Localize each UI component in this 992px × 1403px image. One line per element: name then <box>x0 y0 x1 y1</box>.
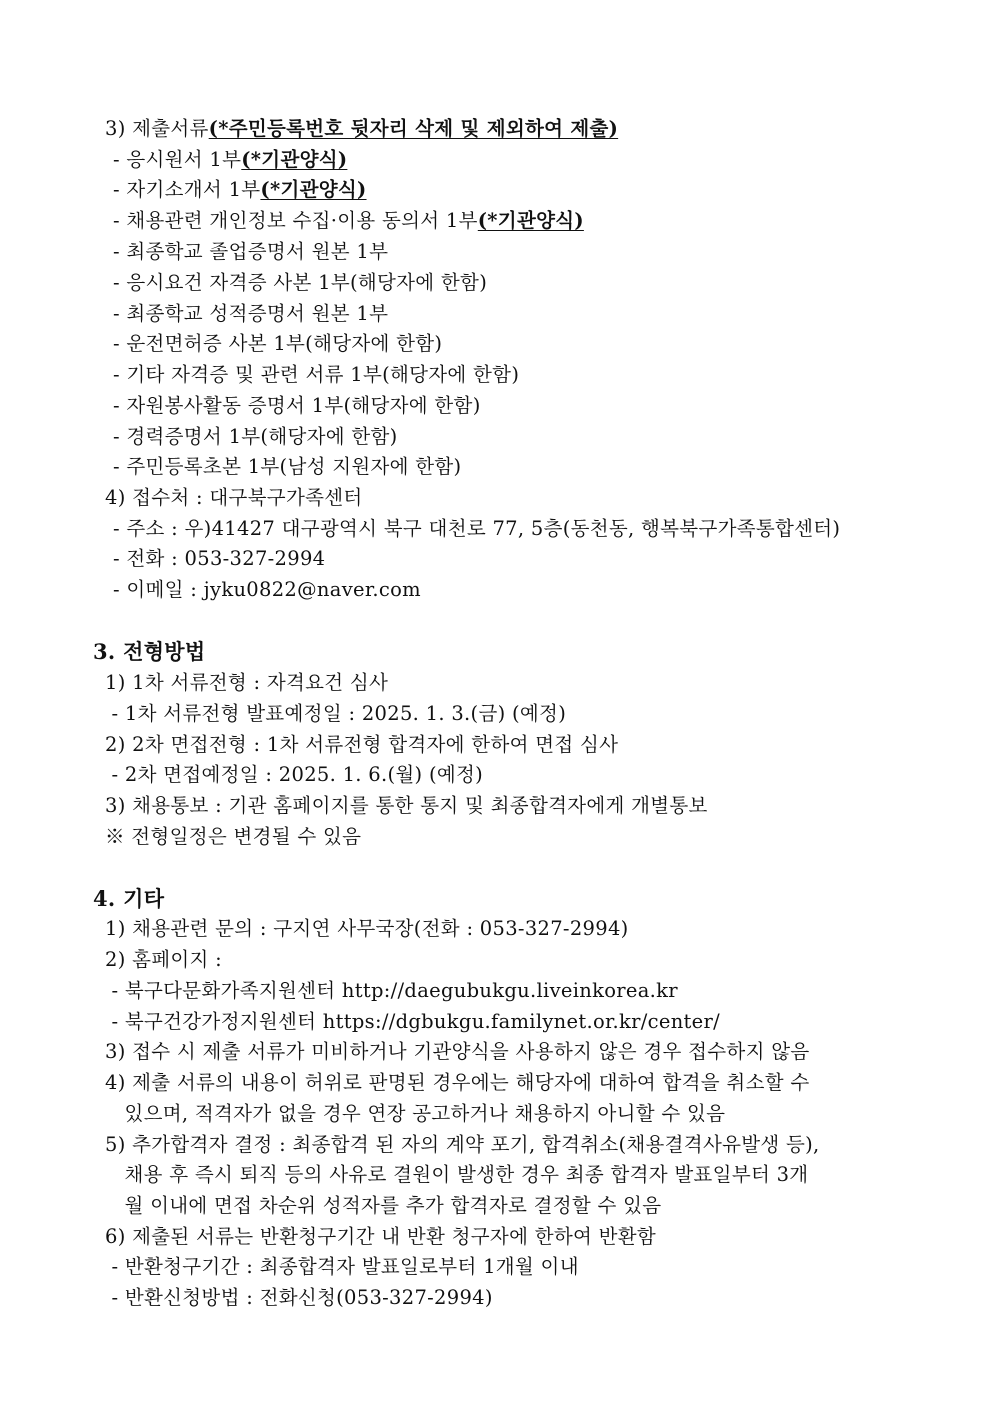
section3-heading: 3. 전형방법 <box>93 639 206 664</box>
list-item: - 자원봉사활동 증명서 1부(해당자에 한함) <box>113 394 481 417</box>
docs-title <box>105 113 618 144</box>
section3-line: - 2차 면접예정일 : 2025. 1. 6.(월) (예정) <box>105 763 484 786</box>
list-item: - 경력증명서 1부(해당자에 한함) <box>113 425 398 448</box>
reception-phone: - 전화 : 053-327-2994 <box>113 547 326 570</box>
list-item: - 최종학교 졸업증명서 원본 1부 <box>113 240 389 263</box>
list-item-note: (*기관양식) <box>477 209 584 232</box>
section4-line: 있으며, 적격자가 없을 경우 연장 공고하거나 채용하지 아니할 수 있음 <box>105 1102 726 1125</box>
list-item: - 운전면허증 사본 1부(해당자에 한함) <box>113 332 443 355</box>
section4-line: - 반환신청방법 : 전화신청(053-327-2994) <box>105 1286 493 1309</box>
list-item-note: (*기관양식) <box>241 148 348 171</box>
list-item-text: - 채용관련 개인정보 수집·이용 동의서 1부 <box>113 209 478 232</box>
list-item: - 응시요건 자격증 사본 1부(해당자에 한함) <box>113 271 488 294</box>
list-item: - 주민등록초본 1부(남성 지원자에 한함) <box>113 455 462 478</box>
docs-title-note: (*주민등록번호 뒷자리 삭제 및 제외하여 제출) <box>208 117 619 140</box>
list-item <box>113 205 584 236</box>
reception-title: 4) 접수처 : 대구북구가족센터 <box>105 486 363 509</box>
section4-line: - 북구다문화가족지원센터 http://daegubukgu.liveinkorea.kr <box>105 979 678 1002</box>
section4-line: 5) 추가합격자 결정 : 최종합격 된 자의 계약 포기, 합격취소(채용결격사유발생 등), <box>105 1133 820 1156</box>
section4-line: 6) 제출된 서류는 반환청구기간 내 반환 청구자에 한하여 반환함 <box>105 1225 657 1248</box>
section3-line: 1) 1차 서류전형 : 자격요건 심사 <box>105 671 389 694</box>
list-item-note: (*기관양식) <box>260 178 367 201</box>
section4-line: 월 이내에 면접 차순위 성적자를 추가 합격자로 결정할 수 있음 <box>105 1194 662 1217</box>
section3-line: 2) 2차 면접전형 : 1차 서류전형 합격자에 한하여 면접 심사 <box>105 733 619 756</box>
list-item-text: - 자기소개서 1부 <box>113 178 261 201</box>
docs-title-prefix: 3) 제출서류 <box>105 117 209 140</box>
list-item <box>113 174 367 205</box>
section4-line: - 반환청구기간 : 최종합격자 발표일로부터 1개월 이내 <box>105 1255 579 1278</box>
section4-line: 3) 접수 시 제출 서류가 미비하거나 기관양식을 사용하지 않은 경우 접수하지 않음 <box>105 1040 810 1063</box>
list-item: - 최종학교 성적증명서 원본 1부 <box>113 302 389 325</box>
section4-line: 4) 제출 서류의 내용이 허위로 판명된 경우에는 해당자에 대하여 합격을 취소할 수 <box>105 1071 810 1094</box>
reception-email: - 이메일 : jyku0822@naver.com <box>113 578 421 601</box>
list-item-text: - 응시원서 1부 <box>113 148 242 171</box>
reception-address: - 주소 : 우)41427 대구광역시 북구 대천로 77, 5층(동천동, 행복북구가족통합센터) <box>113 517 841 540</box>
section3-note: ※ 전형일정은 변경될 수 있음 <box>105 825 362 848</box>
section4-line: 채용 후 즉시 퇴직 등의 사유로 결원이 발생한 경우 최종 합격자 발표일부터 3개 <box>105 1163 809 1186</box>
section4-heading: 4. 기타 <box>93 886 165 911</box>
list-item: - 기타 자격증 및 관련 서류 1부(해당자에 한함) <box>113 363 520 386</box>
section4-line: 1) 채용관련 문의 : 구지연 사무국장(전화 : 053-327-2994) <box>105 917 629 940</box>
section3-line: 3) 채용통보 : 기관 홈페이지를 통한 통지 및 최종합격자에게 개별통보 <box>105 794 708 817</box>
section3-line: - 1차 서류전형 발표예정일 : 2025. 1. 3.(금) (예정) <box>105 702 567 725</box>
section4-line: - 북구건강가정지원센터 https://dgbukgu.familynet.or.kr/center/ <box>105 1010 721 1033</box>
list-item <box>113 144 347 175</box>
section4-line: 2) 홈페이지 : <box>105 948 223 971</box>
